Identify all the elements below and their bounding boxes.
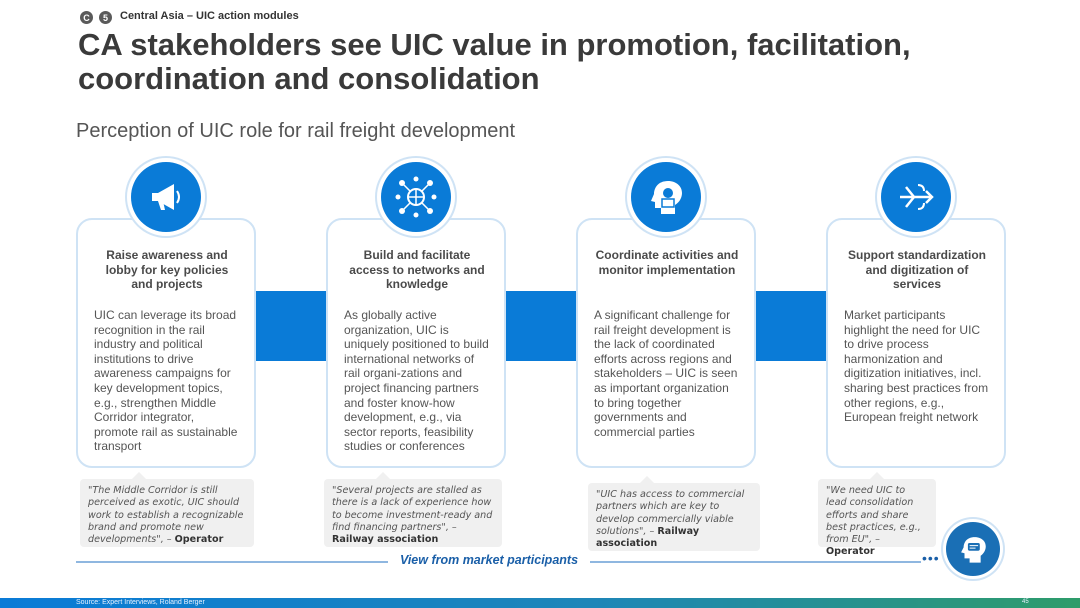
card-title: Raise awareness and lobby for key policies and projects (105, 248, 229, 291)
card-title: Support standardization and digitization of services (848, 248, 986, 291)
quote-operator-2 (818, 479, 936, 558)
head-gears-icon (631, 162, 701, 232)
quote-railway-association-2 (588, 483, 760, 551)
section-badge-c: C (80, 11, 93, 24)
page-number: 45 (1022, 599, 1029, 605)
card-body: UIC can leverage its broad recognition in the rail industry and political institutions to drive awareness campaigns for key development topics, e.g., strengthen Middle Corridor integrator, promote rail as sustainable transport (94, 308, 238, 454)
quote-railway-association-1 (324, 479, 502, 547)
quote-text: "We need UIC to lead consolidation efforts and share best practices, e.g., from EU", – (826, 485, 921, 546)
quote-source: Operator (174, 534, 224, 546)
network-globe-icon (381, 162, 451, 232)
card-title: Build and facilitate access to networks and knowledge (349, 248, 485, 291)
card-body: Market participants highlight the need for UIC to drive process harmonization and digitization initiatives, incl. sharing best practices from other regions, e.g., European freight network (844, 308, 989, 425)
page-title: CA stakeholders see UIC value in promotion, facilitation, coordination and consolidation (78, 27, 911, 96)
card-coordinate-activities (576, 218, 756, 468)
connector-band-3 (756, 291, 826, 361)
page-subtitle: Perception of UIC role for rail freight development (76, 120, 516, 142)
connector-band-2 (506, 291, 576, 361)
card-body: As globally active organization, UIC is uniquely positioned to build international networks of rail organi-zations and project financing partners and foster know-how development, e.g., via sector reports, feasibility studies or conferences (344, 308, 489, 454)
card-build-networks (326, 218, 506, 468)
quote-source: Railway association (596, 525, 700, 550)
megaphone-icon (131, 162, 201, 232)
quote-source: Railway association (332, 534, 439, 546)
quote-text: "The Middle Corridor is still perceived as exotic, UIC should work to establish a recognizable brand and promote new developments", – (88, 485, 244, 546)
quote-source: Operator (826, 546, 875, 558)
card-support-standardization (826, 218, 1006, 468)
quote-text: "UIC has access to commercial partners which are key to develop commercially viable solutions", – (596, 489, 745, 537)
source-note: Source: Expert Interviews, Roland Berger (76, 599, 205, 606)
section-badge-5: 5 (99, 11, 112, 24)
card-body: A significant challenge for rail freight development is the lack of coordinated efforts across regions and stakeholders – UIC is seen as important organization to bring together governments and commercial parties (594, 308, 738, 439)
card-raise-awareness (76, 218, 256, 468)
quote-text: "Several projects are stalled as there is a lack of experience how to become investment-ready and find financing partners", – (332, 485, 493, 533)
connector-band-1 (256, 291, 326, 361)
module-label: Central Asia – UIC action modules (120, 10, 299, 22)
card-title: Coordinate activities and monitor implementation (595, 248, 739, 277)
ellipsis-dots: ••• (922, 550, 940, 566)
speech-head-icon (946, 522, 1000, 576)
quote-operator-1 (80, 479, 254, 547)
merge-arrows-icon (881, 162, 951, 232)
view-label: View from market participants (388, 553, 590, 567)
